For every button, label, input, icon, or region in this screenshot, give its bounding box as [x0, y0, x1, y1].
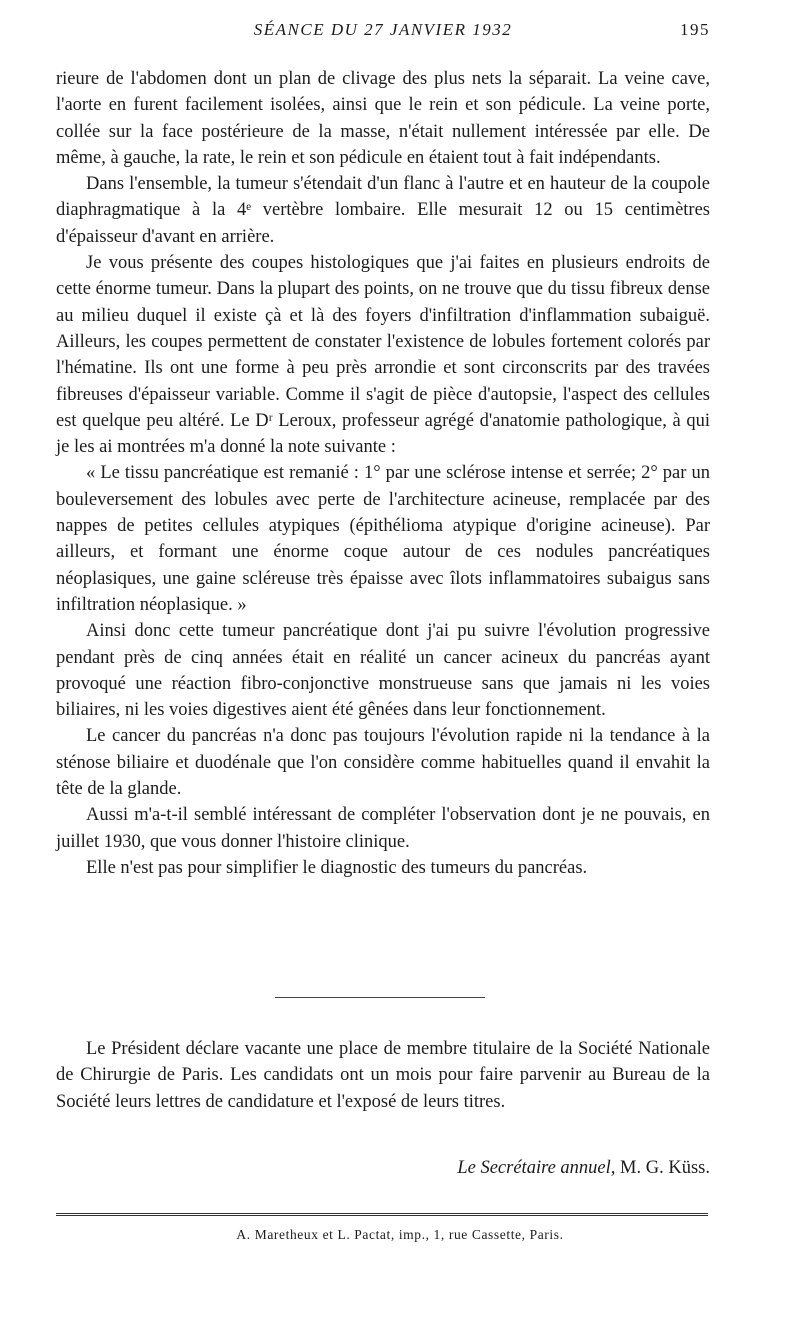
paragraph: Elle n'est pas pour simplifier le diagnostic des tumeurs du pancréas. — [86, 857, 588, 878]
paragraph: Dans l'ensemble, la tumeur s'étendait d'un flanc à l'autre et en hauteur de la coupole diaphragmatique à la 4ᵉ vertèbre lombaire. Elle mesurait 12 ou 15 centimètres d'épaisseur d'avant en arrière. — [56, 174, 710, 247]
signature-name: M. G. Küss. — [620, 1158, 710, 1178]
signature — [457, 1158, 710, 1179]
paragraph: Aussi m'a-t-il semblé intéressant de compléter l'observation dont je ne pouvais, en juillet 1930, que vous donner l'histoire clinique. — [56, 805, 710, 852]
quoted-note: « Le tissu pancréatique est remanié : 1° par une sclérose intense et serrée; 2° par un bouleversement des lobules avec perte de l'architecture acineuse, remplacée par des nappes de petites cellules atypiques (épithélioma atypique d'origine acineuse). Par ailleurs, et formant une énorme coque autour de ces nodules pancréatiques néoplasiques, une gaine scléreuse très épaisse avec îlots inflammatoires subaigus sans infiltration néoplasique. » — [56, 463, 710, 615]
paragraph: Je vous présente des coupes histologiques que j'ai faites en plusieurs endroits de cette énorme tumeur. Dans la plupart des points, on ne trouve que du tissu fibreux dense au milieu duquel il existe çà et là des foyers d'infiltration d'inflammation subaiguë. Ailleurs, les coupes permettent de constater l'existence de lobules fortement colorés par l'hématine. Ils ont une forme à peu près arrondie et sont circonscrits par des travées fibreuses d'épaisseur variable. Comme il s'agit de pièce d'autopsie, l'aspect des cellules est quelque peu altéré. Le Dʳ Leroux, professeur agrégé d'anatomie pathologique, à qui je les ai montrées m'a donné la note suivante : — [56, 253, 710, 458]
paragraph: Le cancer du pancréas n'a donc pas toujours l'évolution rapide ni la tendance à la sténose biliaire et duodénale que l'on considère comme habituelles quand il envahit la tête de la glande. — [56, 726, 710, 800]
running-title: SÉANCE DU 27 JANVIER 1932 — [253, 20, 513, 39]
section-divider — [275, 997, 485, 998]
signature-role: Le Secrétaire annuel, — [457, 1158, 616, 1178]
paragraph: Ainsi donc cette tumeur pancréatique dont j'ai pu suivre l'évolution progressive pendant près de cinq années était en réalité un cancer acineux du pancréas ayant provoqué une réaction fibro-conjonctive monstrueuse sans que jamais ni les voies biliaires, ni les voies digestives aient été gênées dans leur fonctionnement. — [56, 621, 710, 721]
printer-imprint: A. Maretheux et L. Pactat, imp., 1, rue Cassette, Paris. — [236, 1227, 564, 1242]
president-notice — [56, 1036, 710, 1115]
page-number: 195 — [680, 20, 710, 39]
paragraph: rieure de l'abdomen dont un plan de clivage des plus nets la séparait. La veine cave, l'aorte en furent facilement isolées, ainsi que le rein et son pédicule. La veine porte, collée sur la face postérieure de la masse, n'était nullement intéressée par elle. De même, à gauche, la rate, le rein et son pédicule en étaient tout à fait indépendants. — [56, 69, 710, 168]
article-body — [56, 66, 710, 881]
footer-double-rule — [56, 1213, 708, 1216]
running-header — [56, 20, 710, 44]
notice-text: Le Président déclare vacante une place de membre titulaire de la Société Nationale de Chirurgie de Paris. Les candidats ont un mois pour faire parvenir au Bureau de la Société leurs lettres de candidature et l'exposé de leurs titres. — [56, 1039, 710, 1112]
